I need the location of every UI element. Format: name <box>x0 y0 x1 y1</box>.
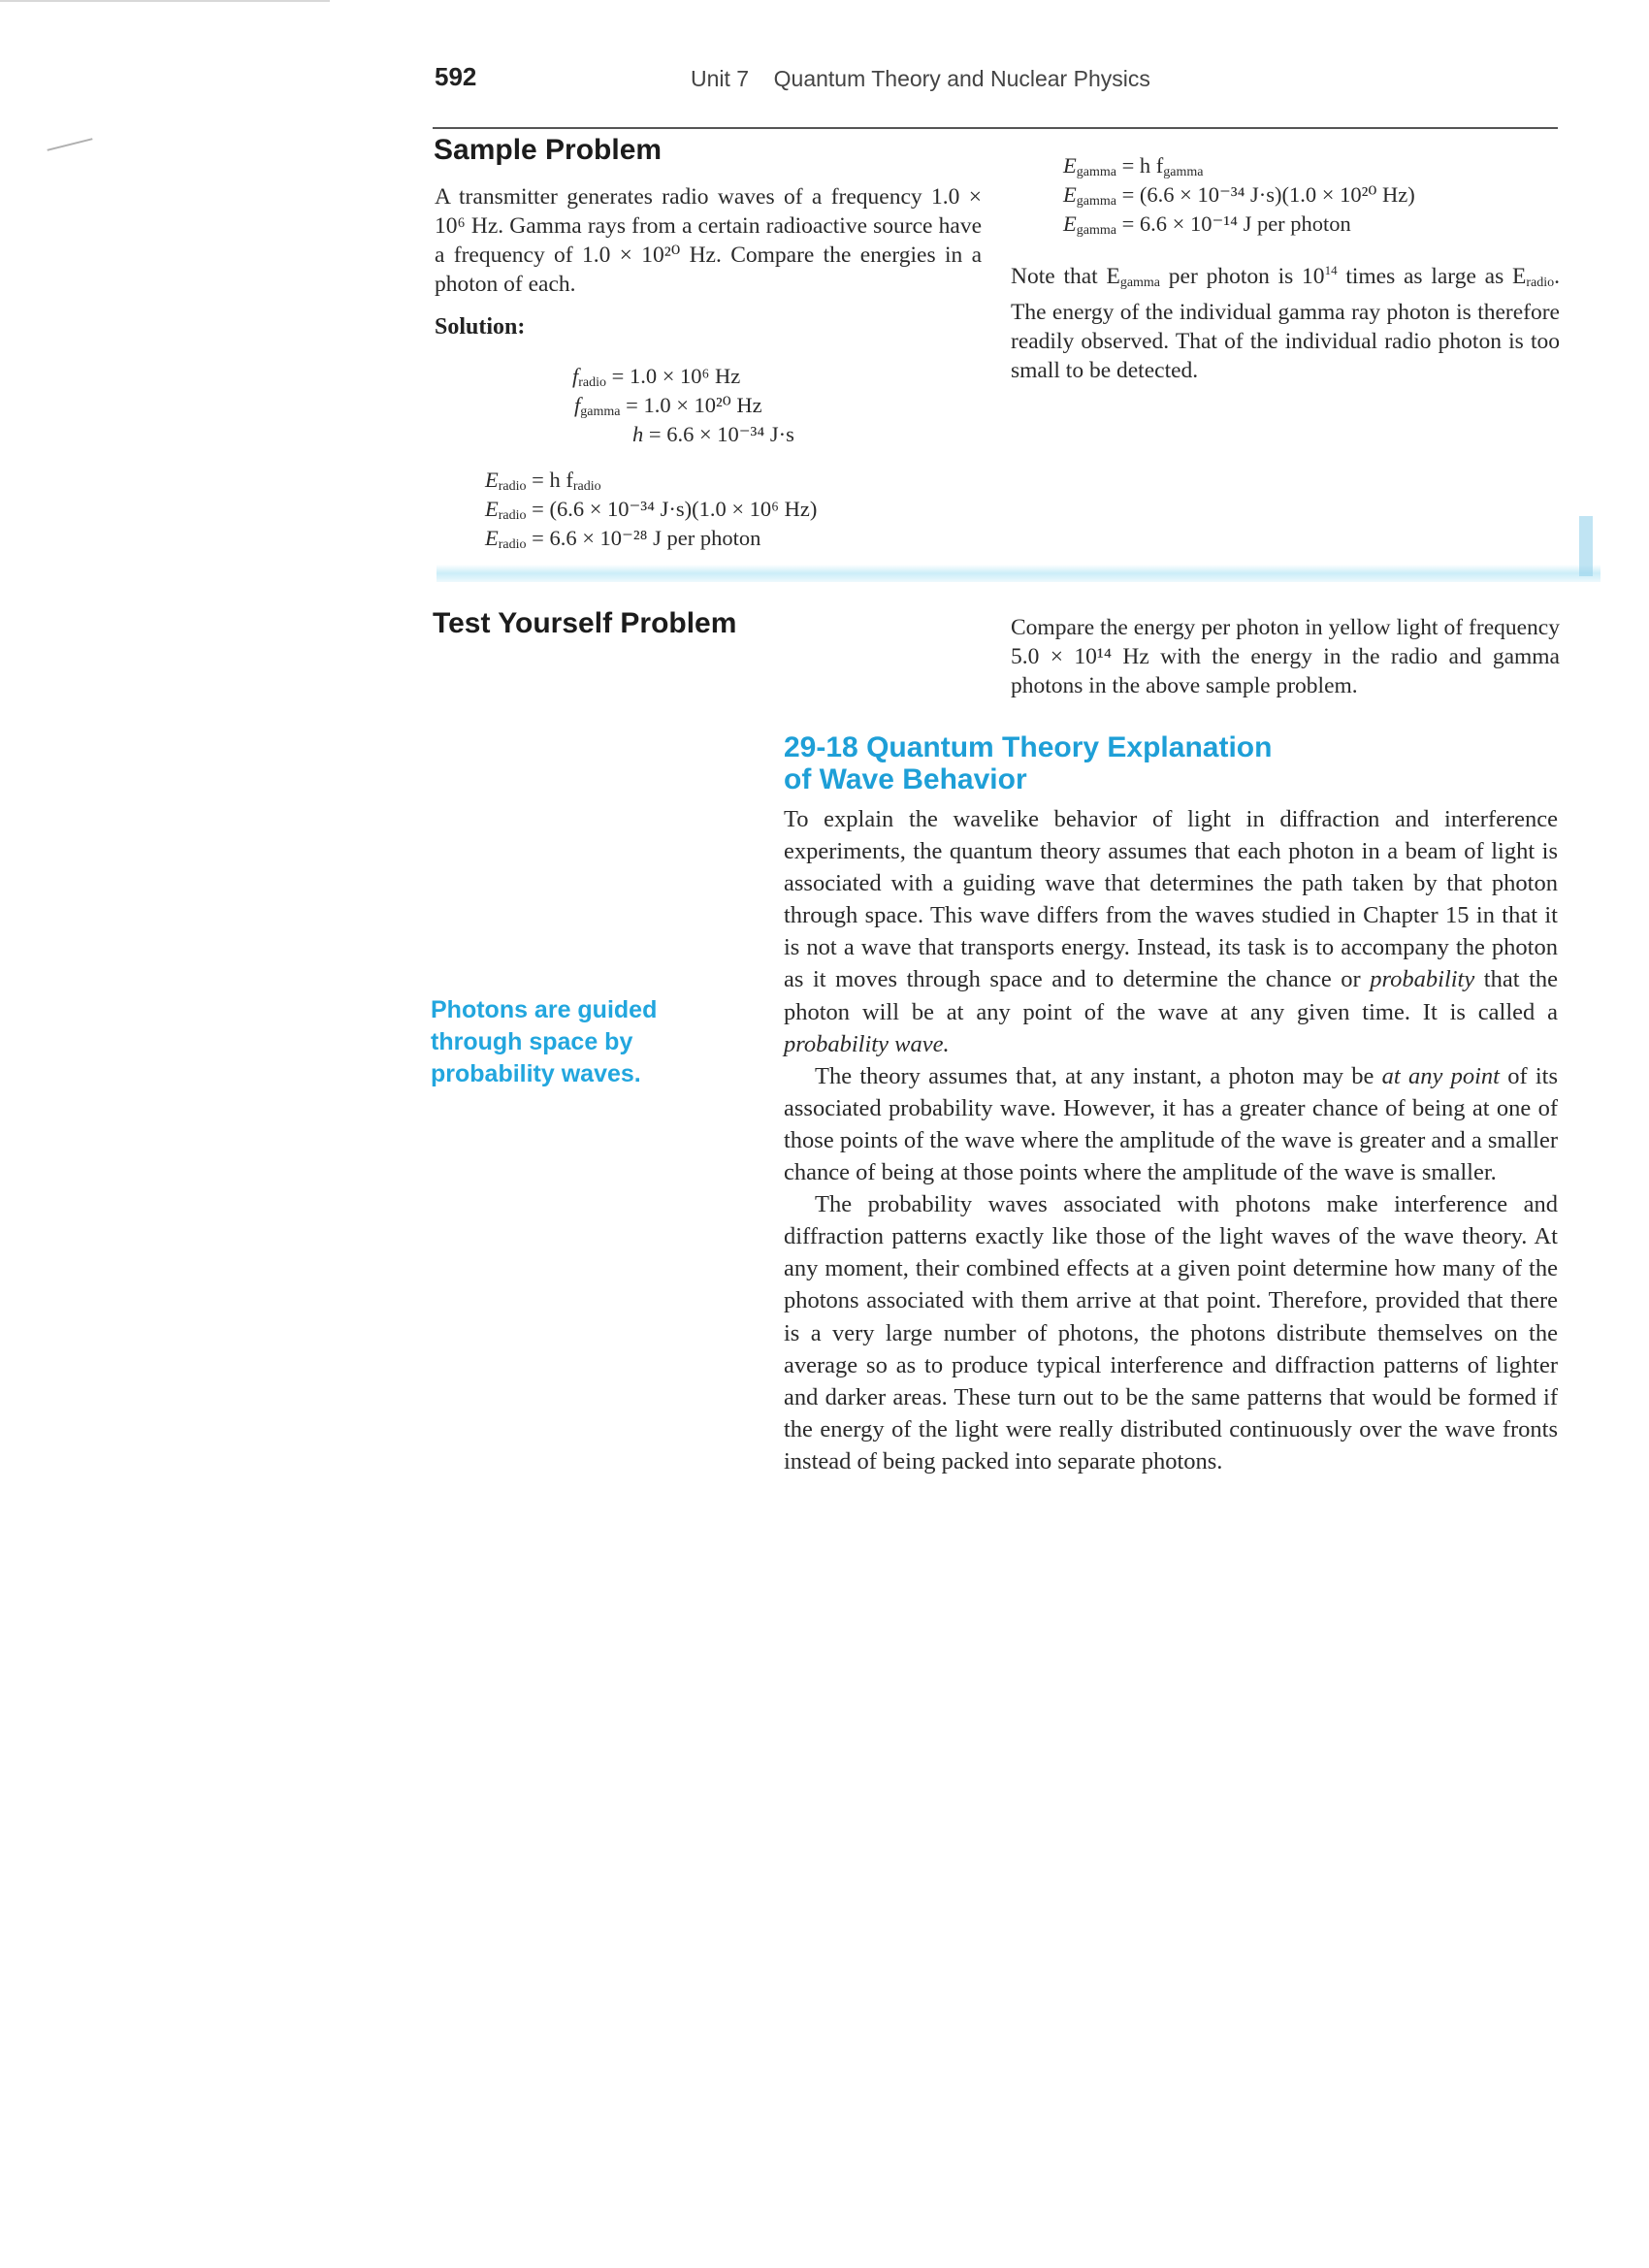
header-rule <box>433 127 1558 129</box>
sample-problem-note: Note that $E_{gamma}$ per photon is $10^{14}$ times as large as $E_{radio}$. The energy of the individual gamma ray photon is therefore readily observed. That of the individual radio photon is too small to be detected. <box>1011 263 1560 383</box>
gamma-step-2: $E_{gamma} = (6.6 \times 10^{-34}$ J·s)(1.0 × 10²⁰ Hz) <box>1063 182 1415 209</box>
page-number: 592 <box>435 62 477 91</box>
section-title-line-1: 29-18 Quantum Theory Explanation <box>784 731 1273 763</box>
given-h: h = 6.6 × 10⁻³⁴ J·s <box>632 422 794 446</box>
radio-step-1-text: = h f <box>532 468 573 492</box>
section-title-line-2: of Wave Behavior <box>784 763 1027 795</box>
sample-problem-band <box>436 565 1600 582</box>
paragraph-2: The theory assumes that, at any instant, a photon may be at any point of its associated probability wave. However, it has a greater chance of being at one of those points of the wave where the amplitude of the wave is greater and a smaller chance of being at those points where the amplitude of the wave is smaller. <box>784 1062 1559 1186</box>
gamma-step-1: $E_{gamma} = h$ $f_{gamma}$ <box>1063 153 1204 179</box>
paragraph-1: To explain the wavelike behavior of light in diffraction and interference experiments, the quantum theory assumes that each photon in a beam of light is associated with a guiding wave that determines the path taken by that photon through space. This wave differs from the waves studied in Chapter 15 in that it is not a wave that transports energy. Instead, its task is to accompany the photon as it moves through space and to determine the chance or probability that the photon will be at any point of the wave at any given time. It is called a probability wave. <box>784 806 1558 1057</box>
radio-step-2-text: = (6.6 × 10⁻³⁴ J·s)(1.0 × 10⁶ Hz) <box>532 497 818 521</box>
radio-step-1: $E_{radio} = h$ $f_{radio}$ <box>485 468 601 494</box>
margin-note: Photons are guided through space by probability waves. <box>431 996 658 1087</box>
radio-step-2: $E_{radio} = (6.6 \times 10^{-34}$ J·s)(1.0 × 10⁶ Hz) <box>485 497 818 523</box>
given-h-value: 6.6 × 10⁻³⁴ J·s <box>666 422 794 446</box>
test-yourself-text: Compare the energy per photon in yellow light of frequency 5.0 × 10¹⁴ Hz with the energy in the radio and gamma photons in the above sample problem. <box>1011 615 1560 698</box>
paragraph-3: The probability waves associated with photons make interference and diffraction patterns exactly like those of the light waves of the wave theory. At any moment, their combined effects at a given point determine how many of the photons associated with them arrive at that point. Therefore, provided that there is a very large number of photons, the photons distribute themselves on the average so as to produce typical interference and diffraction patterns of lighter and darker areas. These turn out to be the same patterns that would be formed if the energy of the light were really distributed continuously over the wave fronts instead of being packed into separate photons. <box>784 1191 1558 1474</box>
test-yourself-heading: Test Yourself Problem <box>433 607 737 639</box>
given-f-gamma-value: 1.0 × 10²⁰ Hz <box>643 393 762 417</box>
running-head: Unit 7 Quantum Theory and Nuclear Physics <box>691 66 1150 91</box>
gamma-step-2-text: = (6.6 × 10⁻³⁴ J·s)(1.0 × 10²⁰ Hz) <box>1121 182 1415 207</box>
band-edge <box>1579 516 1593 576</box>
sample-problem-heading: Sample Problem <box>434 134 663 166</box>
given-f-radio-value: 1.0 × 10⁶ Hz <box>629 364 741 388</box>
gamma-step-3-text: = 6.6 × 10⁻¹⁴ J per photon <box>1121 211 1351 236</box>
radio-step-3: $E_{radio} = 6.6 \times 10^{-28}$ J per photon <box>485 526 761 552</box>
scan-mark <box>47 138 92 151</box>
sample-problem-statement: A transmitter generates radio waves of a frequency 1.0 × 10⁶ Hz. Gamma rays from a certain radioactive source have a frequency of 1.0 × 10²⁰ Hz. Compare the energies in a photon of each. <box>435 184 982 297</box>
section-body <box>784 803 1558 1477</box>
given-f-gamma: $f_{gamma} = 1.0 \times 10^{20}$ Hz <box>574 393 762 419</box>
scan-edge <box>0 0 330 2</box>
solution-label: Solution: <box>435 314 526 340</box>
radio-step-3-text: = 6.6 × 10⁻²⁸ J per photon <box>532 526 761 550</box>
given-f-radio: $f_{radio} = 1.0 \times 10^6$ Hz <box>572 364 741 390</box>
gamma-step-3: $E_{gamma} = 6.6 \times 10^{-14}$ J per photon <box>1063 211 1351 238</box>
gamma-step-1-text: = h f <box>1121 153 1164 178</box>
